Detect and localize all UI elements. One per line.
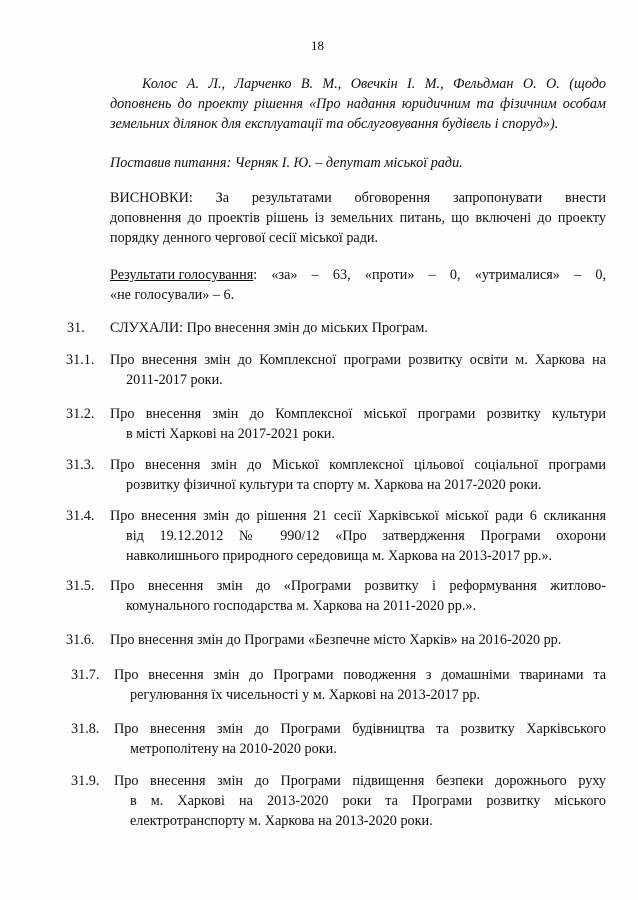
item-number: 31.5.	[66, 578, 95, 594]
item-text-line: Про внесення змін до Міської комплексної цільової соціальної програми	[110, 457, 606, 473]
conclusions-line: ВИСНОВКИ: За результатами обговорення запропонувати внести	[110, 190, 606, 206]
item-text-line: Про внесення змін до рішення 21 сесії Харківської міської ради 6 скликання	[110, 508, 606, 524]
item-text-line: в м. Харкові на 2013-2020 роки та Програми розвитку міського	[130, 793, 606, 809]
motion-text-line: доповнень до проекту рішення «Про надання юридичним та фізичним особам	[110, 96, 606, 112]
item-text-line: метрополітену на 2010-2020 роки.	[130, 741, 337, 757]
item-number: 31.9.	[71, 773, 100, 789]
item-text-line: в місті Харкові на 2017-2021 роки.	[126, 426, 335, 442]
item-text-line: Про внесення змін до Програми будівництва та розвитку Харківського	[114, 721, 606, 737]
conclusions-line: доповнення до проектів рішень із земельних питань, що включені до проекту	[110, 210, 606, 226]
voting-results	[110, 265, 606, 285]
item-text-line: СЛУХАЛИ: Про внесення змін до міських Програм.	[110, 320, 428, 336]
item-number: 31.6.	[66, 632, 95, 648]
item-text-line: розвитку фізичної культури та спорту м. Харкова на 2017-2020 роки.	[126, 477, 542, 493]
item-text-line: Про внесення змін до Програми поводження з домашніми тваринами та	[114, 667, 606, 683]
item-number: 31.3.	[66, 457, 95, 473]
item-text-line: Про внесення змін до Комплексної програми розвитку освіти м. Харкова на	[110, 352, 606, 368]
motion-text-line: земельних ділянок для експлуатації та обслуговування будівель і споруд»).	[110, 116, 559, 132]
item-text-line: електротранспорту м. Харкова на 2013-2020 роки.	[130, 813, 433, 829]
item-text-line: Про внесення змін до «Програми розвитку і реформування житлово-	[110, 578, 606, 594]
item-number: 31.8.	[71, 721, 100, 737]
item-number: 31.	[67, 320, 85, 336]
item-text-line: від 19.12.2012 № 990/12 «Про затвердження Програми охорони	[126, 528, 606, 544]
voting-results-line: «не голосували» – 6.	[110, 287, 235, 303]
item-text-line: Про внесення змін до Комплексної міської програми розвитку культури	[110, 406, 606, 422]
item-number: 31.4.	[66, 508, 95, 524]
voting-results-label: Результати голосування	[110, 267, 254, 283]
raised-by-line: Поставив питання: Черняк І. Ю. – депутат міської ради.	[110, 155, 463, 171]
item-number: 31.7.	[71, 667, 100, 683]
item-text-line: комунального господарства м. Харкова на 2011-2020 рр.».	[126, 598, 477, 614]
item-number: 31.2.	[66, 406, 95, 422]
item-text-line: регулювання їх чисельності у м. Харкові на 2013-2017 рр.	[130, 687, 481, 703]
page-number: 18	[311, 38, 324, 53]
item-text-line: Про внесення змін до Програми «Безпечне місто Харків» на 2016-2020 рр.	[110, 632, 562, 648]
item-text-line: Про внесення змін до Програми підвищення безпеки дорожнього руху	[114, 773, 606, 789]
motion-authors-line: Колос А. Л., Ларченко В. М., Овечкін І. М., Фельдман О. О. (щодо	[142, 76, 606, 92]
item-number: 31.1.	[66, 352, 95, 368]
item-text-line: 2011-2017 роки.	[126, 372, 223, 388]
voting-results-values: : «за» – 63, «проти» – 0, «утрималися» – 0,	[253, 267, 606, 283]
item-text-line: навколишнього природного середовища м. Харкова на 2013-2017 рр.».	[126, 548, 553, 564]
conclusions-line: порядку денного чергової сесії міської ради.	[110, 230, 379, 246]
